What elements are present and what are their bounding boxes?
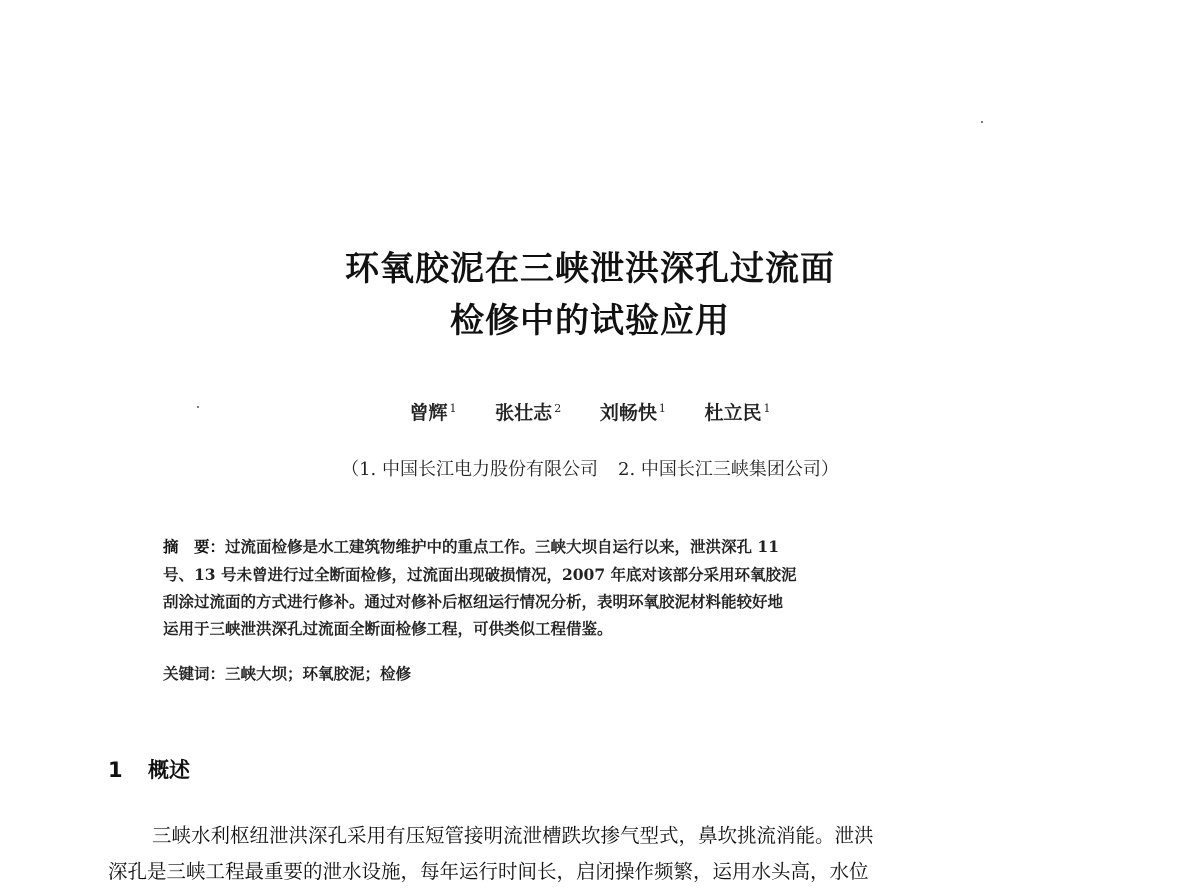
- affiliation-1: 1. 中国长江电力股份有限公司: [359, 459, 598, 480]
- author-affiliation-mark: 1: [658, 401, 666, 415]
- body-line-text: 三峡水利枢纽泄洪深孔采用有压短管接明流泄槽跌坎掺气型式，鼻坎挑流消能。泄洪: [152, 824, 874, 847]
- section-number: 1: [108, 758, 123, 782]
- section-title: 概述: [148, 758, 190, 782]
- affiliation-close-paren: ）: [820, 459, 839, 480]
- keywords-label: 关键词：: [163, 665, 226, 683]
- author-name: 杜立民: [704, 402, 762, 424]
- title-line-2: 检修中的试验应用: [450, 301, 730, 341]
- author-name: 张壮志: [495, 402, 553, 424]
- author-name: 刘畅快: [599, 402, 657, 424]
- affiliation-open-paren: （: [341, 459, 360, 480]
- abstract-line: 运用于三峡泄洪深孔过流面全断面检修工程，可供类似工程借鉴。: [163, 619, 613, 638]
- affiliations: [0, 455, 1180, 481]
- author-name: 曾辉: [409, 402, 448, 424]
- scan-speck: [981, 121, 983, 123]
- abstract-text: 过流面检修是水工建筑物维护中的重点工作。三峡大坝自运行以来，泄洪深孔 11: [225, 537, 779, 556]
- author-list: [0, 398, 1180, 425]
- paper-title: [0, 243, 1180, 347]
- keywords-text: 三峡大坝；环氧胶泥；检修: [225, 664, 412, 683]
- title-line-1: 环氧胶泥在三峡泄洪深孔过流面: [345, 249, 835, 289]
- body-paragraph: [108, 818, 1088, 890]
- author-affiliation-mark: 1: [449, 401, 457, 415]
- body-line: 深孔是三峡工程最重要的泄水设施，每年运行时间长，启闭操作频繁，运用水头高，水位: [108, 860, 869, 883]
- abstract-label: 摘 要：: [163, 538, 226, 556]
- section-heading: [108, 754, 190, 784]
- author-affiliation-mark: 2: [554, 401, 562, 415]
- author: [704, 398, 770, 425]
- abstract-line: 刮涂过流面的方式进行修补。通过对修补后枢纽运行情况分析，表明环氧胶泥材料能较好地: [163, 592, 784, 611]
- keywords: [163, 662, 411, 684]
- affiliation-2: 2. 中国长江三峡集团公司: [618, 459, 821, 480]
- abstract: [163, 533, 1023, 642]
- abstract-line: 号、13 号未曾进行过全断面检修，过流面出现破损情况，2007 年底对该部分采用环氧胶泥: [163, 565, 797, 584]
- body-line: [108, 818, 1088, 854]
- author-affiliation-mark: 1: [763, 401, 771, 415]
- author: [410, 398, 457, 425]
- author: [495, 398, 561, 425]
- author: [600, 398, 666, 425]
- abstract-line: [163, 533, 1023, 561]
